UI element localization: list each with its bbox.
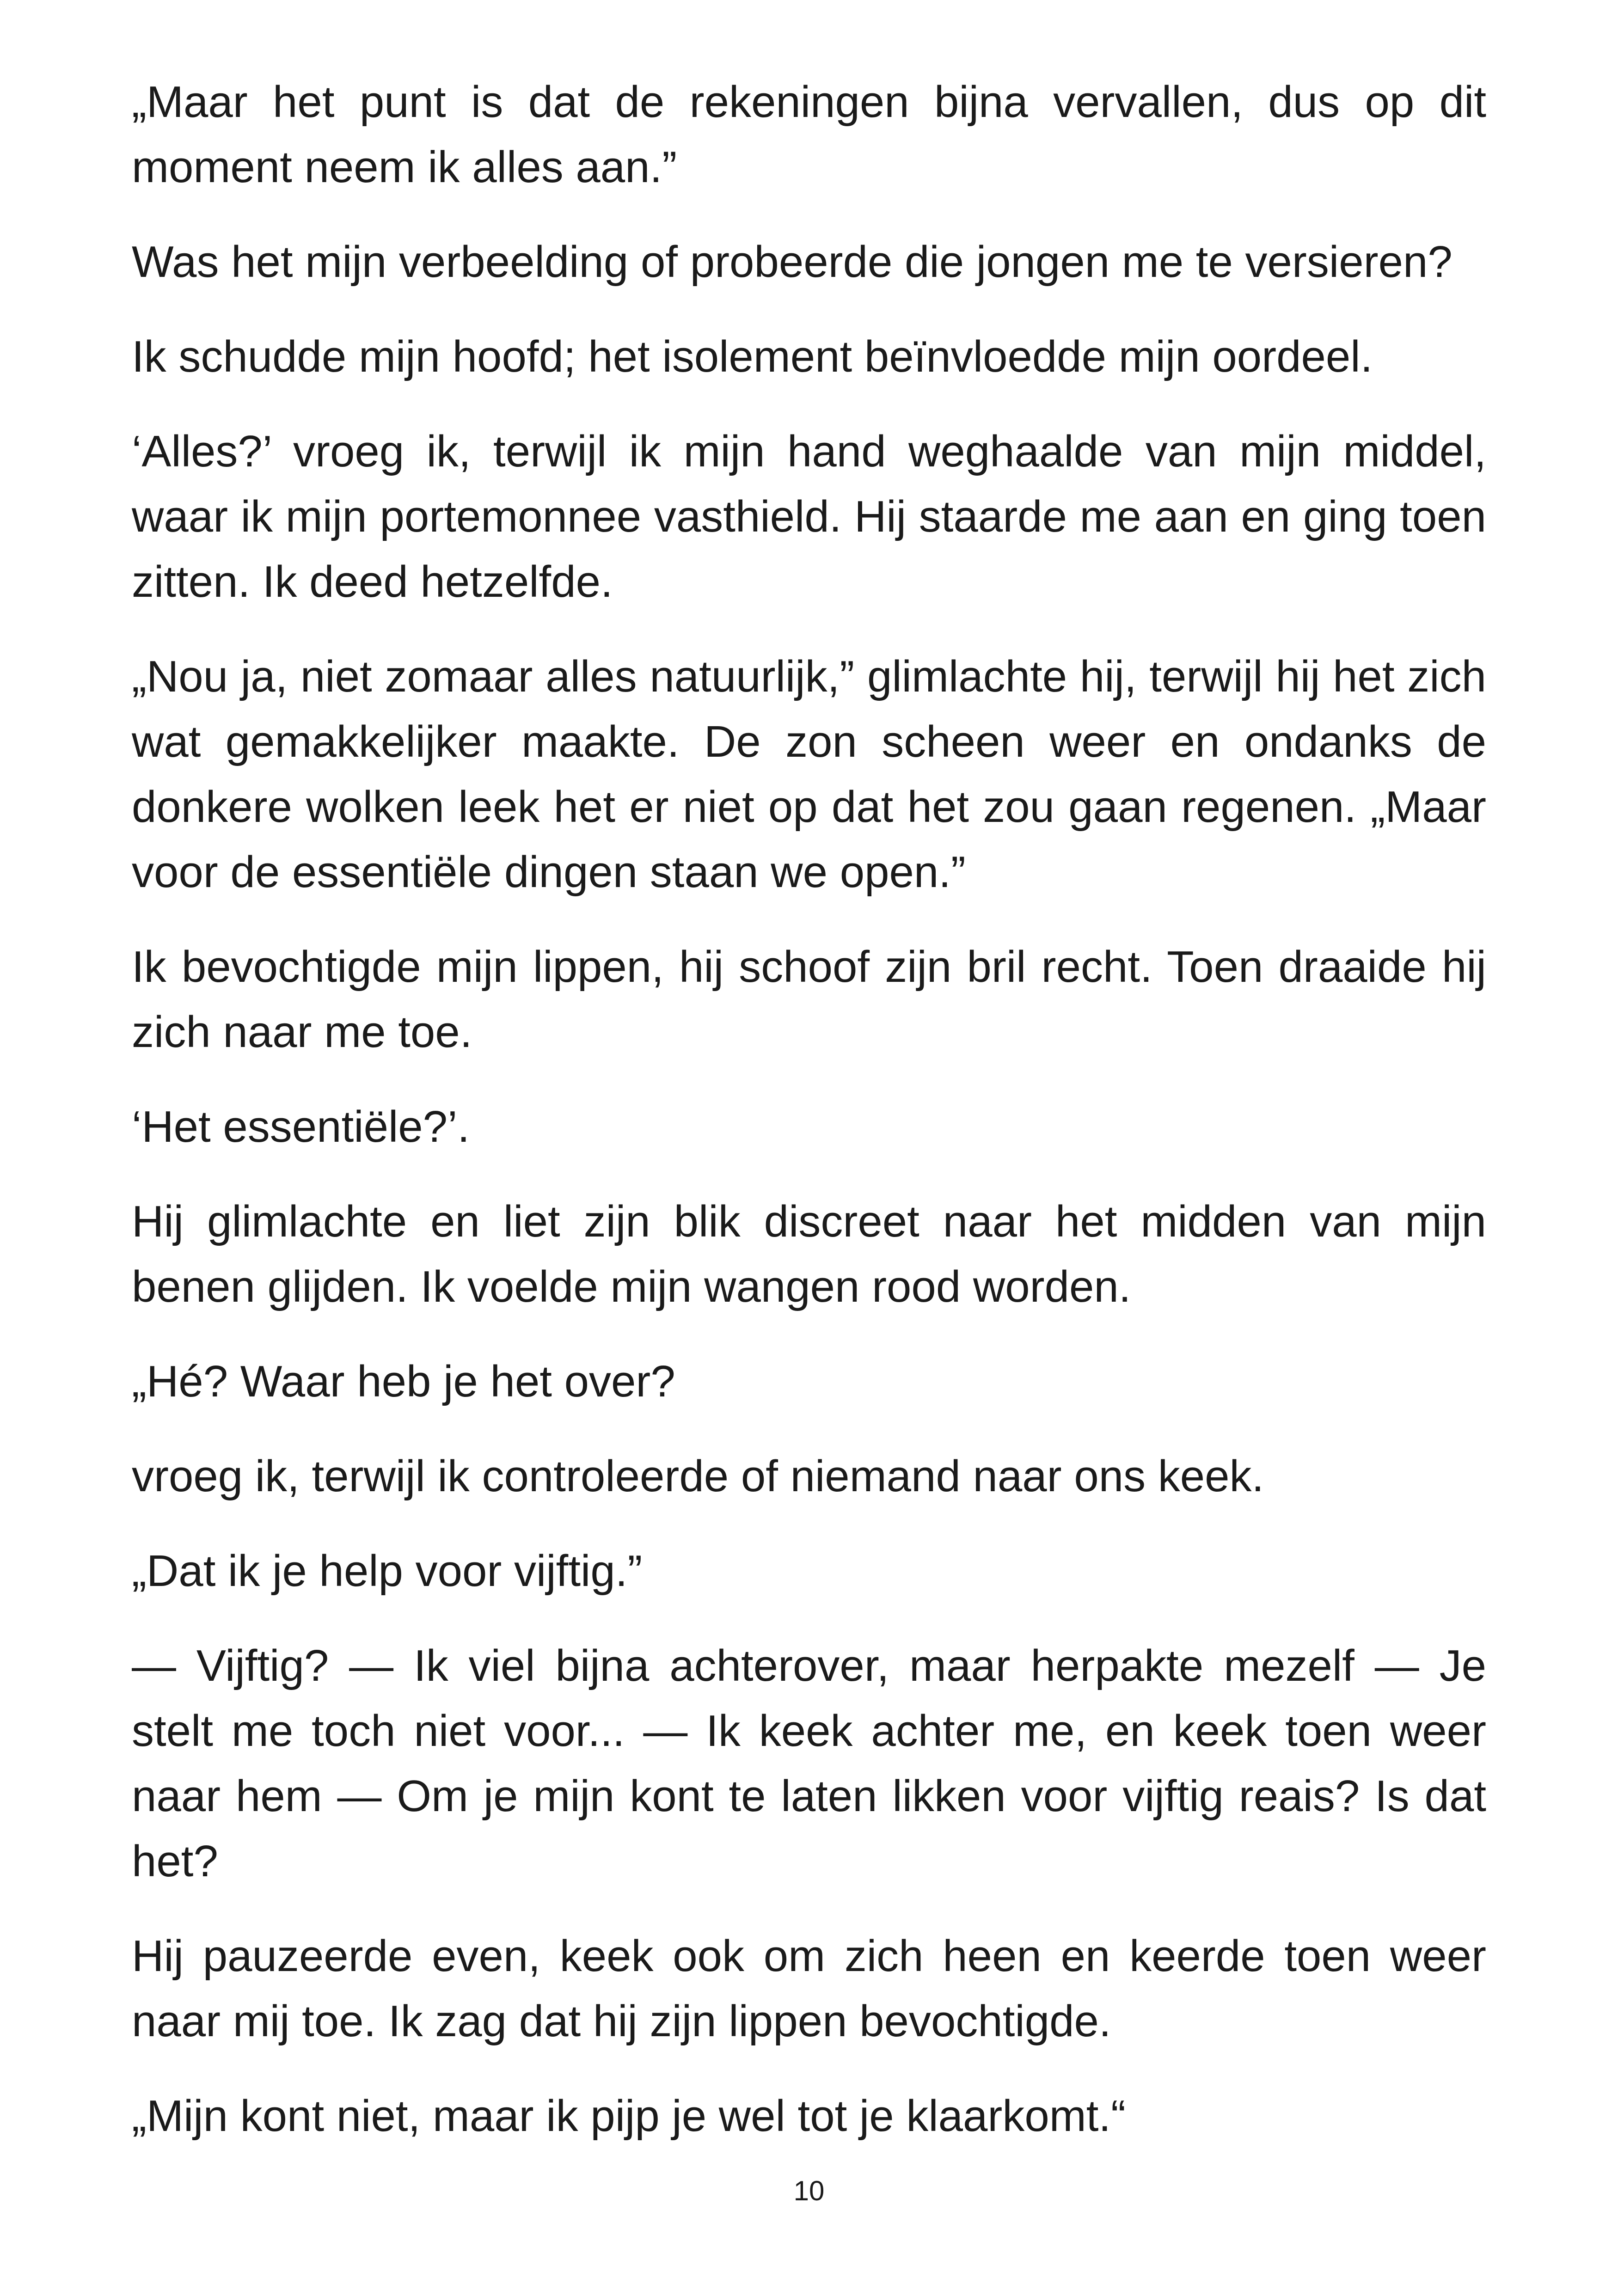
paragraph: „Maar het punt is dat de rekeningen bijna vervallen, dus op dit moment neem ik alles aan.” <box>132 77 1486 192</box>
paragraph: „Dat ik je help voor vijftig.” <box>132 1546 643 1596</box>
paragraph: „Hé? Waar heb je het over? <box>132 1357 675 1406</box>
page-number: 10 <box>793 2175 825 2206</box>
paragraph: „Mijn kont niet, maar ik pijp je wel tot je klaarkomt.“ <box>132 2091 1126 2141</box>
paragraph: Hij glimlachte en liet zijn blik discreet naar het midden van mijn benen glijden. Ik voelde mijn wangen rood worden. <box>132 1197 1486 1311</box>
body-text <box>132 69 1486 2178</box>
paragraph: „Nou ja, niet zomaar alles natuurlijk,” glimlachte hij, terwijl hij het zich wat gemakkelijker maakte. De zon scheen weer en ondanks de donkere wolken leek het er niet op dat het zou gaan regenen. „Maar voor de essentiële dingen staan we open.” <box>132 652 1486 897</box>
paragraph: Was het mijn verbeelding of probeerde die jongen me te versieren? <box>132 237 1453 287</box>
paragraph: ‘Het essentiële?’. <box>132 1102 470 1151</box>
paragraph: Ik schudde mijn hoofd; het isolement beïnvloedde mijn oordeel. <box>132 332 1373 381</box>
paragraph: Hij pauzeerde even, keek ook om zich heen en keerde toen weer naar mij toe. Ik zag dat hij zijn lippen bevochtigde. <box>132 1931 1486 2046</box>
paragraph: ‘Alles?’ vroeg ik, terwijl ik mijn hand weghaalde van mijn middel, waar ik mijn portemonnee vasthield. Hij staarde me aan en ging toen zitten. Ik deed hetzelfde. <box>132 427 1486 606</box>
paragraph: Ik bevochtigde mijn lippen, hij schoof zijn bril recht. Toen draaide hij zich naar me toe. <box>132 942 1486 1057</box>
paragraph: vroeg ik, terwijl ik controleerde of niemand naar ons keek. <box>132 1451 1264 1501</box>
paragraph: — Vijftig? — Ik viel bijna achterover, maar herpakte mezelf — Je stelt me toch niet voor... — Ik keek achter me, en keek toen weer naar hem — Om je mijn kont te laten likken voor vijftig reais? Is dat het? <box>132 1641 1486 1886</box>
